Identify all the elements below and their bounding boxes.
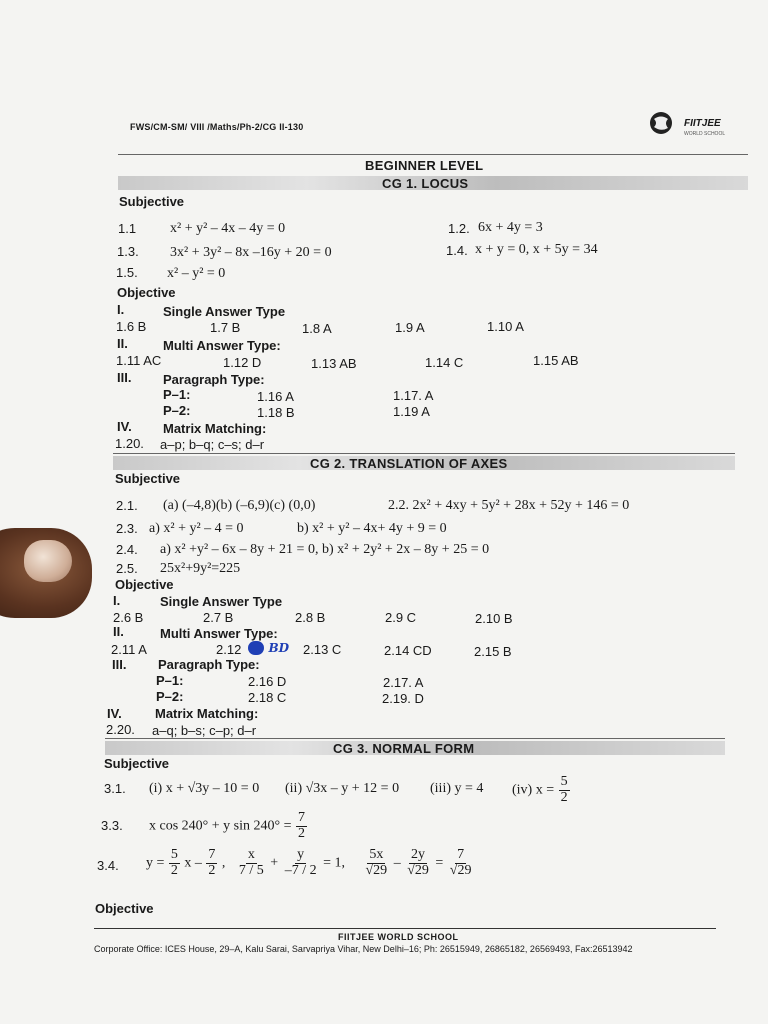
- mcq-answer: 2.11 A: [111, 642, 147, 657]
- expression-text: +: [270, 855, 279, 871]
- denominator: 2: [298, 825, 305, 841]
- fiitjee-logo: [648, 110, 676, 141]
- objective-heading: Objective: [115, 577, 174, 592]
- type-label: Matrix Matching:: [155, 706, 259, 721]
- objective-heading: Objective: [117, 285, 176, 300]
- mcq-answer: 1.6 B: [116, 319, 147, 334]
- fraction: [296, 811, 307, 841]
- fraction: [169, 848, 180, 878]
- mcq-answer: 1.10 A: [487, 319, 524, 334]
- roman-numeral: III.: [112, 657, 127, 672]
- answer-expression: 25x²+9y²=225: [160, 561, 241, 576]
- expression-text: =: [435, 855, 444, 871]
- header-rule: [118, 154, 748, 155]
- answer-number: 1.4.: [446, 243, 468, 258]
- answer-expression: b) x² + y² – 4x+ 4y + 9 = 0: [297, 521, 447, 536]
- globe-logo-icon: [648, 110, 676, 136]
- paragraph-label: P–2:: [156, 689, 184, 704]
- answer-number: 3.1.: [104, 781, 126, 796]
- mcq-answer: 1.12 D: [223, 355, 262, 370]
- mcq-answer: 2.10 B: [475, 611, 513, 626]
- answer-expression: 3x² + 3y² – 8x –16y + 20 = 0: [170, 245, 332, 260]
- fraction: [364, 848, 390, 878]
- mcq-answer: 1.18 B: [257, 405, 295, 420]
- fraction: [448, 848, 474, 878]
- numerator: 7: [208, 847, 216, 862]
- type-label: Single Answer Type: [163, 304, 286, 319]
- answer-number: 2.1.: [116, 498, 138, 513]
- answer-number: 1.5.: [116, 265, 138, 280]
- mcq-answer: 1.17. A: [393, 388, 434, 403]
- denominator: √29: [449, 862, 472, 878]
- mcq-answer: 1.19 A: [393, 404, 430, 419]
- handwritten-answer: BD: [268, 641, 290, 655]
- subjective-heading: Subjective: [119, 194, 185, 209]
- mcq-answer: 2.15 B: [474, 644, 512, 659]
- logo-text: FIITJEE: [684, 118, 721, 129]
- thumbnail: [24, 540, 72, 582]
- answer-expression: (iii) y = 4: [430, 781, 484, 796]
- mcq-answer: 1.7 B: [210, 320, 241, 335]
- mcq-answer: 2.14 CD: [384, 643, 432, 658]
- denominator: 7 / 5: [238, 862, 264, 878]
- answer-number: 2.5.: [116, 561, 138, 576]
- mcq-answer: 2.12: [216, 642, 242, 657]
- answer-expression: x + y = 0, x + 5y = 34: [475, 242, 598, 257]
- footer-address: Corporate Office: ICES House, 29–A, Kalu Sarai, Sarvapriya Vihar, New Delhi–16; Ph: 26515949, 26865182, 26569493, Fax:26513942: [94, 944, 633, 954]
- roman-numeral: I.: [117, 302, 125, 317]
- answer-expression: (ii) √3x – y + 12 = 0: [285, 781, 400, 796]
- answer-expression: (a) (–4,8)(b) (–6,9)(c) (0,0): [163, 498, 316, 513]
- type-label: Multi Answer Type:: [163, 338, 281, 353]
- denominator: √29: [365, 862, 388, 878]
- roman-numeral: II.: [117, 336, 128, 351]
- logo-subtext: WORLD SCHOOL: [684, 131, 726, 137]
- objective-heading: Objective: [95, 901, 154, 916]
- denominator: 2: [208, 862, 216, 878]
- expression-prefix: (iv) x =: [512, 782, 555, 798]
- expression-text: x cos 240° + y sin 240° =: [149, 818, 292, 834]
- numerator: 2y: [411, 847, 426, 862]
- numerator: 5: [170, 847, 178, 862]
- mcq-answer: 1.9 A: [395, 320, 425, 335]
- mcq-answer: 2.16 D: [248, 674, 287, 689]
- section-title-cg2: CG 2. TRANSLATION OF AXES: [310, 456, 508, 471]
- footer-rule: [94, 928, 716, 929]
- answer-expression: [149, 811, 308, 841]
- section-title-cg1: CG 1. LOCUS: [382, 176, 469, 191]
- expression-text: = 1,: [323, 855, 345, 871]
- roman-numeral: I.: [113, 593, 121, 608]
- paragraph-label: P–1:: [163, 387, 191, 402]
- matrix-answer: a–p; b–q; c–s; d–r: [160, 437, 265, 452]
- section-rule: [105, 738, 725, 739]
- mcq-answer: 2.13 C: [303, 642, 342, 657]
- mcq-answer: 1.8 A: [302, 321, 332, 336]
- paragraph-label: P–2:: [163, 403, 191, 418]
- mcq-answer: 1.14 C: [425, 355, 464, 370]
- roman-numeral: IV.: [117, 419, 132, 434]
- handwritten-mark: [248, 639, 289, 657]
- numerator: 7: [457, 847, 465, 862]
- mcq-answer: 2.18 C: [248, 690, 287, 705]
- answer-number: 1.20.: [115, 436, 144, 451]
- level-title: BEGINNER LEVEL: [365, 158, 484, 173]
- answer-number: 2.20.: [106, 722, 135, 737]
- ink-blot-icon: [248, 641, 264, 655]
- mcq-answer: 1.15 AB: [533, 353, 579, 368]
- section-title-cg3: CG 3. NORMAL FORM: [333, 741, 475, 756]
- denominator: 2: [170, 862, 178, 878]
- answer-number: 2.3.: [116, 521, 138, 536]
- numerator: x: [247, 847, 255, 862]
- section-rule: [113, 453, 735, 454]
- mcq-answer: 2.7 B: [203, 610, 234, 625]
- document-code: FWS/CM-SM/ VIII /Maths/Ph-2/CG II-130: [130, 122, 304, 132]
- roman-numeral: IV.: [107, 706, 122, 721]
- subjective-heading: Subjective: [115, 471, 181, 486]
- mcq-answer: 2.9 C: [385, 610, 417, 625]
- matrix-answer: a–q; b–s; c–p; d–r: [152, 723, 257, 738]
- answer-number: 1.3.: [117, 244, 139, 259]
- numerator: y: [297, 847, 305, 862]
- expression-text: –: [393, 855, 401, 871]
- mcq-answer: 1.16 A: [257, 389, 294, 404]
- answer-expression: x² + y² – 4x – 4y = 0: [170, 221, 286, 236]
- answer-expression: x² – y² = 0: [167, 266, 226, 281]
- mcq-answer: 2.17. A: [383, 675, 424, 690]
- answer-expression: 6x + 4y = 3: [478, 220, 543, 235]
- fraction: [206, 848, 217, 878]
- answer-number: 1.2.: [448, 221, 470, 236]
- fraction: [405, 848, 431, 878]
- answer-expression: [512, 775, 571, 805]
- type-label: Matrix Matching:: [163, 421, 267, 436]
- answer-expression: [146, 848, 474, 878]
- answer-number: 3.3.: [101, 818, 123, 833]
- numerator: 7: [298, 810, 305, 825]
- expression-text: y =: [146, 855, 165, 871]
- type-label: Paragraph Type:: [158, 657, 260, 672]
- denominator: √29: [407, 862, 429, 878]
- expression-text: x –: [184, 855, 202, 871]
- type-label: Paragraph Type:: [163, 372, 265, 387]
- mcq-answer: 2.19. D: [382, 691, 424, 706]
- fraction: [237, 848, 266, 878]
- denominator: –7 / 2: [284, 862, 317, 878]
- roman-numeral: II.: [113, 624, 124, 639]
- answer-number: 2.4.: [116, 542, 138, 557]
- type-label: Single Answer Type: [160, 594, 283, 609]
- answer-expression: a) x² +y² – 6x – 8y + 21 = 0, b) x² + 2y² + 2x – 8y + 25 = 0: [160, 542, 490, 557]
- answer-number: 1.1: [118, 221, 137, 236]
- numerator: 5: [560, 774, 568, 789]
- mcq-answer: 2.6 B: [113, 610, 144, 625]
- type-label: Multi Answer Type:: [160, 626, 278, 641]
- roman-numeral: III.: [117, 370, 132, 385]
- mcq-answer: 1.11 AC: [116, 353, 162, 368]
- denominator: 2: [560, 789, 568, 805]
- footer-school-name: FIITJEE WORLD SCHOOL: [338, 932, 459, 942]
- fraction: [283, 848, 319, 878]
- mcq-answer: 2.8 B: [295, 610, 326, 625]
- answer-number: 3.4.: [97, 858, 119, 873]
- fraction: [559, 775, 570, 805]
- answer-expression: 2.2. 2x² + 4xy + 5y² + 28x + 52y + 146 = 0: [388, 498, 630, 513]
- paragraph-label: P–1:: [156, 673, 184, 688]
- answer-expression: a) x² + y² – 4 = 0: [149, 521, 244, 536]
- mcq-answer: 1.13 AB: [311, 356, 357, 371]
- expression-text: ,: [221, 855, 226, 871]
- answer-expression: (i) x + √3y – 10 = 0: [149, 781, 260, 796]
- numerator: 5x: [369, 847, 384, 862]
- subjective-heading: Subjective: [104, 756, 170, 771]
